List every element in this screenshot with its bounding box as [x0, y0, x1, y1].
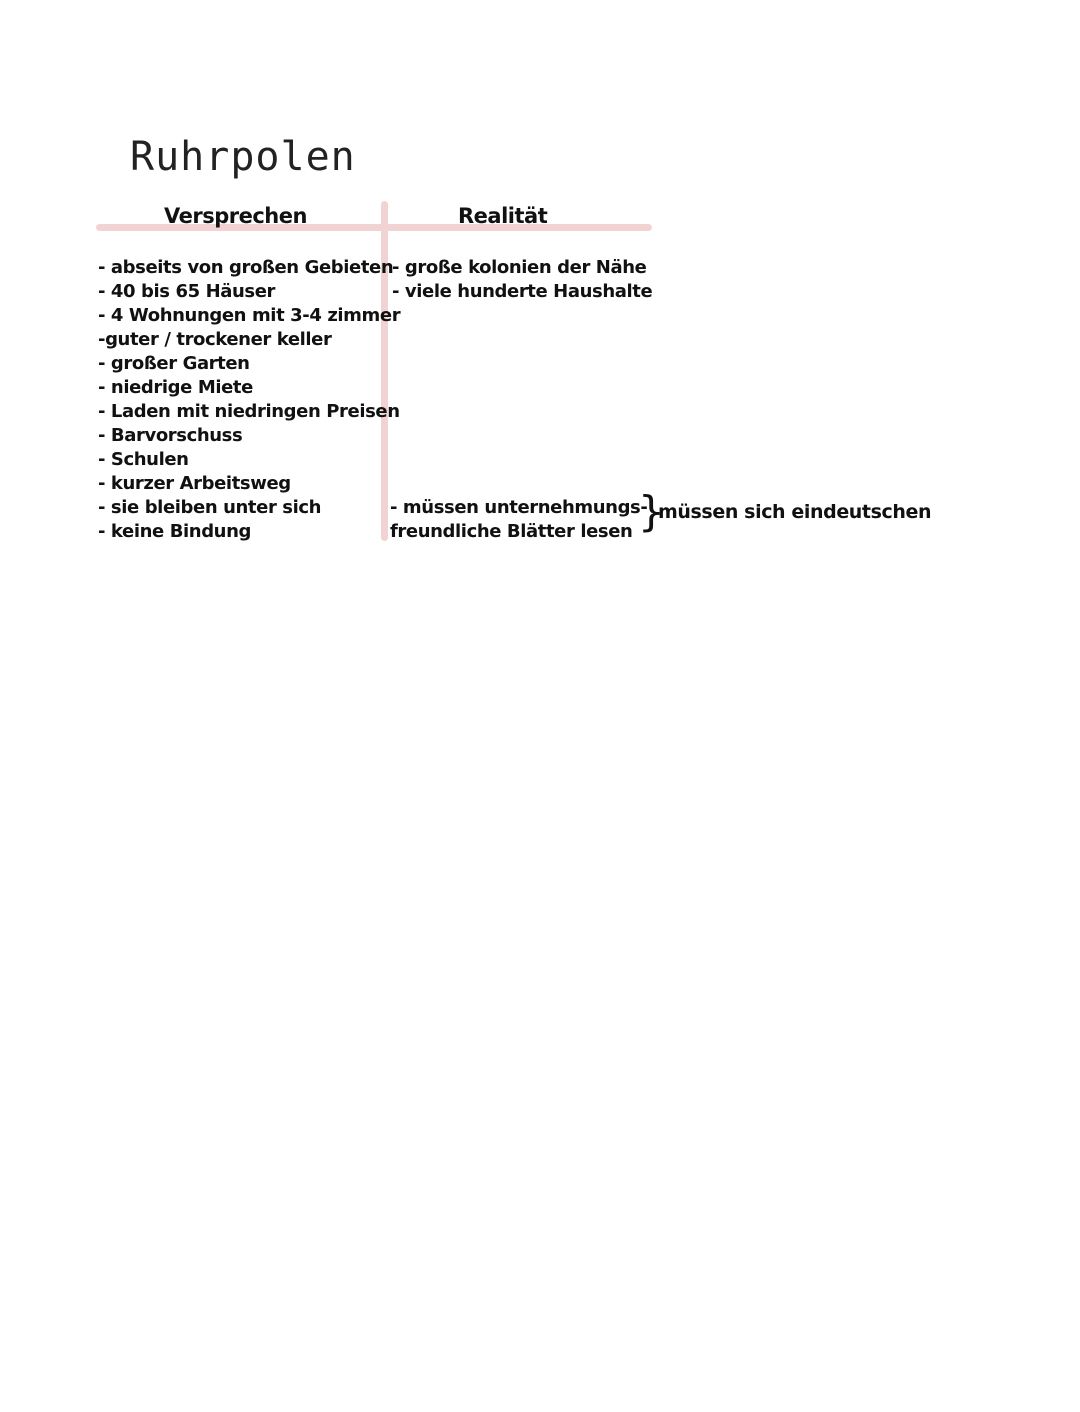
- list-item: - großer Garten: [98, 353, 250, 374]
- list-item: - Barvorschuss: [98, 425, 243, 446]
- list-item: - sie bleiben unter sich: [98, 497, 322, 518]
- curly-brace: }: [638, 487, 665, 536]
- list-item: - Schulen: [98, 449, 189, 470]
- column-header-promise: Versprechen: [164, 204, 307, 228]
- list-item: - niedrige Miete: [98, 377, 253, 398]
- page-title: Ruhrpolen: [130, 134, 356, 180]
- reality-list-top: [392, 256, 652, 304]
- list-item: - 4 Wohnungen mit 3-4 zimmer: [98, 305, 401, 326]
- brace-note: müssen sich eindeutschen: [658, 501, 932, 523]
- list-item: - Laden mit niedringen Preisen: [98, 401, 400, 422]
- list-item: - 40 bis 65 Häuser: [98, 281, 276, 302]
- list-item: - abseits von großen Gebieten: [98, 257, 394, 278]
- list-item: - viele hunderte Haushalte: [392, 281, 653, 302]
- reality-list-bottom: [390, 496, 647, 544]
- column-header-reality: Realität: [458, 204, 548, 228]
- list-item: - keine Bindung: [98, 521, 251, 542]
- list-item: - müssen unternehmungs-: [390, 497, 648, 518]
- list-item: -guter / trockener keller: [98, 329, 332, 350]
- list-item: - große kolonien der Nähe: [392, 257, 647, 278]
- promise-list: [98, 256, 400, 544]
- list-item: - kurzer Arbeitsweg: [98, 473, 291, 494]
- list-item: freundliche Blätter lesen: [390, 521, 633, 542]
